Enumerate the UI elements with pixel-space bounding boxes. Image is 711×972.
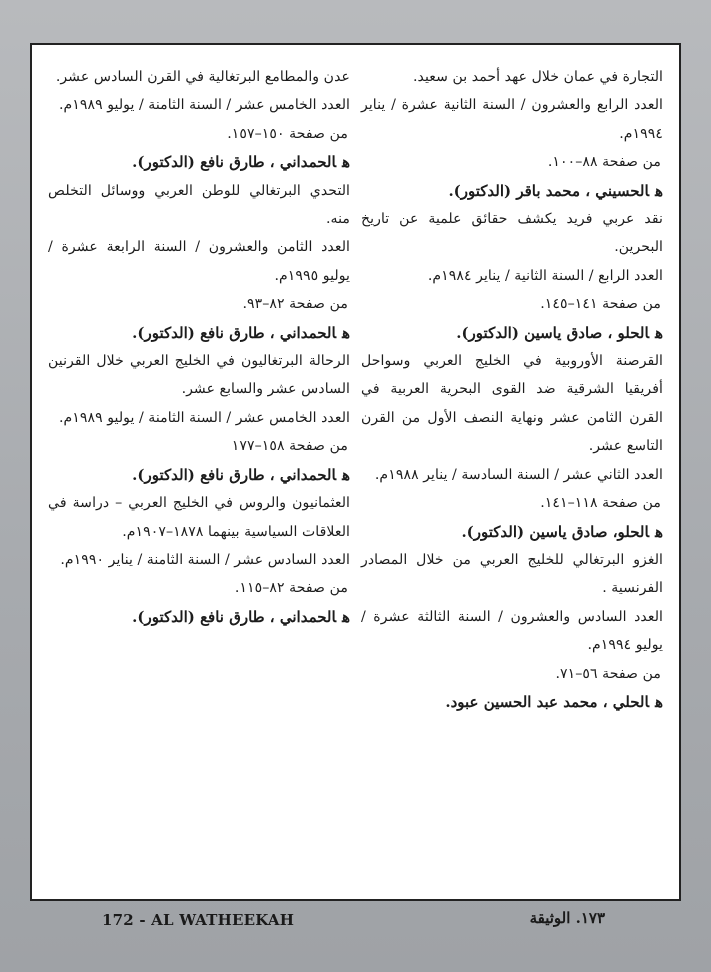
page-range: من صفحة ١٥٨–١٧٧ <box>231 438 348 455</box>
page-range: من صفحة ٥٦–٧١. <box>555 665 661 682</box>
author-name: الحمداني ، طارق نافع (الدكتور). <box>132 465 337 484</box>
author-name: الحسيني ، محمد باقر (الدكتور). <box>448 181 650 200</box>
page-range: من صفحة ١٥٠–١٥٧. <box>227 125 348 142</box>
bullet-marker: ه <box>342 465 350 484</box>
entry-text: العدد السادس عشر / السنة الثامنة / يناير ١٩٩٠م. <box>60 551 350 568</box>
entry-text: العدد الرابع / السنة الثانية / يناير ١٩٨٤م. <box>427 267 663 284</box>
entry-text: العدد الثاني عشر / السنة السادسة / يناير ١٩٨٨م. <box>374 466 663 483</box>
entry-text: التجارة في عمان خلال عهد أحمد بن سعيد. <box>413 69 663 85</box>
bullet-marker: ه <box>342 153 350 172</box>
document-page <box>30 43 681 901</box>
author-name: الحمداني ، طارق نافع (الدكتور). <box>132 607 337 626</box>
entry-text: العثمانيون والروس في الخليج العربي – دراسة في العلاقات السياسية بينهما ١٨٧٨–١٩٠٧م. <box>48 495 350 540</box>
page-range: من صفحة ٨٨–١٠٠. <box>547 154 661 171</box>
page-range: من صفحة ٨٢–٩٣. <box>242 296 348 313</box>
entry-text: عدن والمطامع البرتغالية في القرن السادس عشر. <box>55 69 350 85</box>
author-entry <box>361 688 663 716</box>
bullet-marker: ه <box>655 181 663 200</box>
author-entry <box>361 518 663 546</box>
right-column <box>361 63 663 716</box>
bullet-marker: ه <box>655 522 663 541</box>
author-entry <box>361 319 663 347</box>
bullet-marker: ه <box>655 692 663 711</box>
entry-text: القرصنة الأوروبية في الخليج العربي وسواحل أفريقيا الشرقية ضد القوى البحرية العربية في القرن الثامن عشر ونهاية النصف الأول من القرن التاسع عشر. <box>361 353 663 455</box>
entry-text: نقد عربي فريد يكشف حقائق علمية عن تاريخ البحرين. <box>361 211 663 256</box>
entry-text: العدد الخامس عشر / السنة الثامنة / يوليو ١٩٨٩م. <box>58 97 350 114</box>
entry-text: العدد الخامس عشر / السنة الثامنة / يوليو ١٩٨٩م. <box>58 409 350 426</box>
bullet-marker: ه <box>655 323 663 342</box>
author-name: الحلو ، صادق ياسين (الدكتور). <box>456 323 650 342</box>
entry-text: الغزو البرتغالي للخليج العربي من خلال المصادر الفرنسية . <box>361 551 663 597</box>
entry-text: العدد الرابع والعشرون / السنة الثانية عشرة / يناير ١٩٩٤م. <box>361 97 663 142</box>
author-name: الحمداني ، طارق نافع (الدكتور). <box>132 153 337 172</box>
author-entry <box>48 319 350 347</box>
author-entry <box>48 461 350 489</box>
page-footer <box>30 905 681 935</box>
left-column <box>48 63 350 631</box>
author-entry <box>48 148 350 176</box>
page-range: من صفحة ٨٢–١١٥. <box>234 580 348 597</box>
footer-english-page-label: 172 - AL WATHEEKAH <box>102 911 295 929</box>
author-name: الحلو، صادق ياسين (الدكتور). <box>461 522 650 541</box>
entry-text: العدد الثامن والعشرون / السنة الرابعة عشرة / يوليو ١٩٩٥م. <box>48 239 350 284</box>
author-entry <box>361 177 663 205</box>
author-name: الحلي ، محمد عبد الحسين عبود. <box>445 692 650 711</box>
bullet-marker: ه <box>342 323 350 342</box>
entry-text: الرحالة البرتغاليون في الخليج العربي خلال القرنين السادس عشر والسابع عشر. <box>48 353 350 398</box>
page-range: من صفحة ١١٨–١٤١. <box>540 495 661 512</box>
entry-text: التحدي البرتغالي للوطن العربي ووسائل التخلص منه. <box>48 182 350 228</box>
page-range: من صفحة ١٤١–١٤٥. <box>540 296 661 313</box>
footer-arabic-page-label: ١٧٣. الوثيقة <box>529 909 605 927</box>
bullet-marker: ه <box>342 607 350 626</box>
author-entry <box>48 603 350 631</box>
author-name: الحمداني ، طارق نافع (الدكتور). <box>132 323 337 342</box>
entry-text: العدد السادس والعشرون / السنة الثالثة عشرة / يوليو ١٩٩٤م. <box>361 608 663 654</box>
